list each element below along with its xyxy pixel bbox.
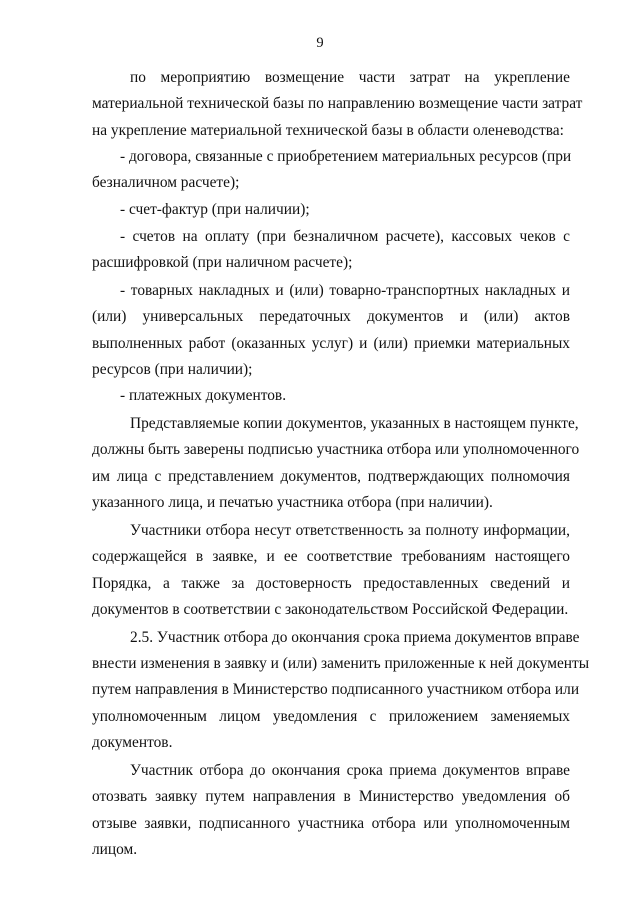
text-line: отозвать заявку путем направления в Министерство уведомления об (92, 788, 570, 805)
list-item-line: - платежных документов. (120, 387, 287, 404)
list-item-line: расшифровкой (при наличном расчете); (92, 254, 353, 271)
page-number: 9 (316, 35, 324, 51)
text-line: Участники отбора несут ответственность за полноту информации, (130, 522, 570, 539)
text-line: внести изменения в заявку и (или) заменить приложенные к ней документы (92, 655, 590, 672)
text-line: по мероприятию возмещение части затрат на укрепление (130, 69, 570, 86)
text-line: Порядка, а также за достоверность предоставленных сведений и (92, 575, 570, 592)
text-line: уполномоченным лицом уведомления с приложением заменяемых (92, 708, 570, 725)
text-line: на укрепление материальной технической базы в области оленеводства: (92, 122, 564, 139)
list-item-line: - товарных накладных и (или) товарно-транспортных накладных и (120, 282, 570, 299)
list-item-line: - договора, связанные с приобретением материальных ресурсов (при (120, 148, 572, 165)
text-line: им лица с представлением документов, подтверждающих полномочия (92, 468, 570, 485)
text-line: должны быть заверены подписью участника отбора или уполномоченного (92, 441, 580, 458)
text-line: путем направления в Министерство подписанного участником отбора или (92, 681, 580, 698)
text-line: материальной технической базы по направлению возмещение части затрат (92, 95, 583, 112)
text-line: документов в соответствии с законодательством Российской Федерации. (92, 601, 569, 618)
text-line: 2.5. Участник отбора до окончания срока приема документов вправе (130, 629, 580, 646)
text-line: Представляемые копии документов, указанных в настоящем пункте, (130, 415, 579, 432)
text-line: указанного лица, и печатью участника отбора (при наличии). (92, 494, 493, 511)
text-line: лицом. (92, 841, 138, 858)
list-item-line: (или) универсальных передаточных документов и (или) актов (92, 308, 570, 325)
list-item-line: безналичном расчете); (92, 174, 240, 191)
list-item-line: - счетов на оплату (при безналичном расчете), кассовых чеков с (120, 228, 570, 245)
list-item-line: - счет-фактур (при наличии); (120, 201, 310, 218)
text-line: содержащейся в заявке, и ее соответствие требованиям настоящего (92, 548, 570, 565)
list-item-line: ресурсов (при наличии); (92, 361, 253, 378)
list-item-line: выполненных работ (оказанных услуг) и (или) приемки материальных (92, 335, 570, 352)
text-line: отзыве заявки, подписанного участника отбора или уполномоченным (92, 815, 570, 832)
text-line: Участник отбора до окончания срока приема документов вправе (130, 762, 570, 779)
text-line: документов. (92, 734, 173, 751)
